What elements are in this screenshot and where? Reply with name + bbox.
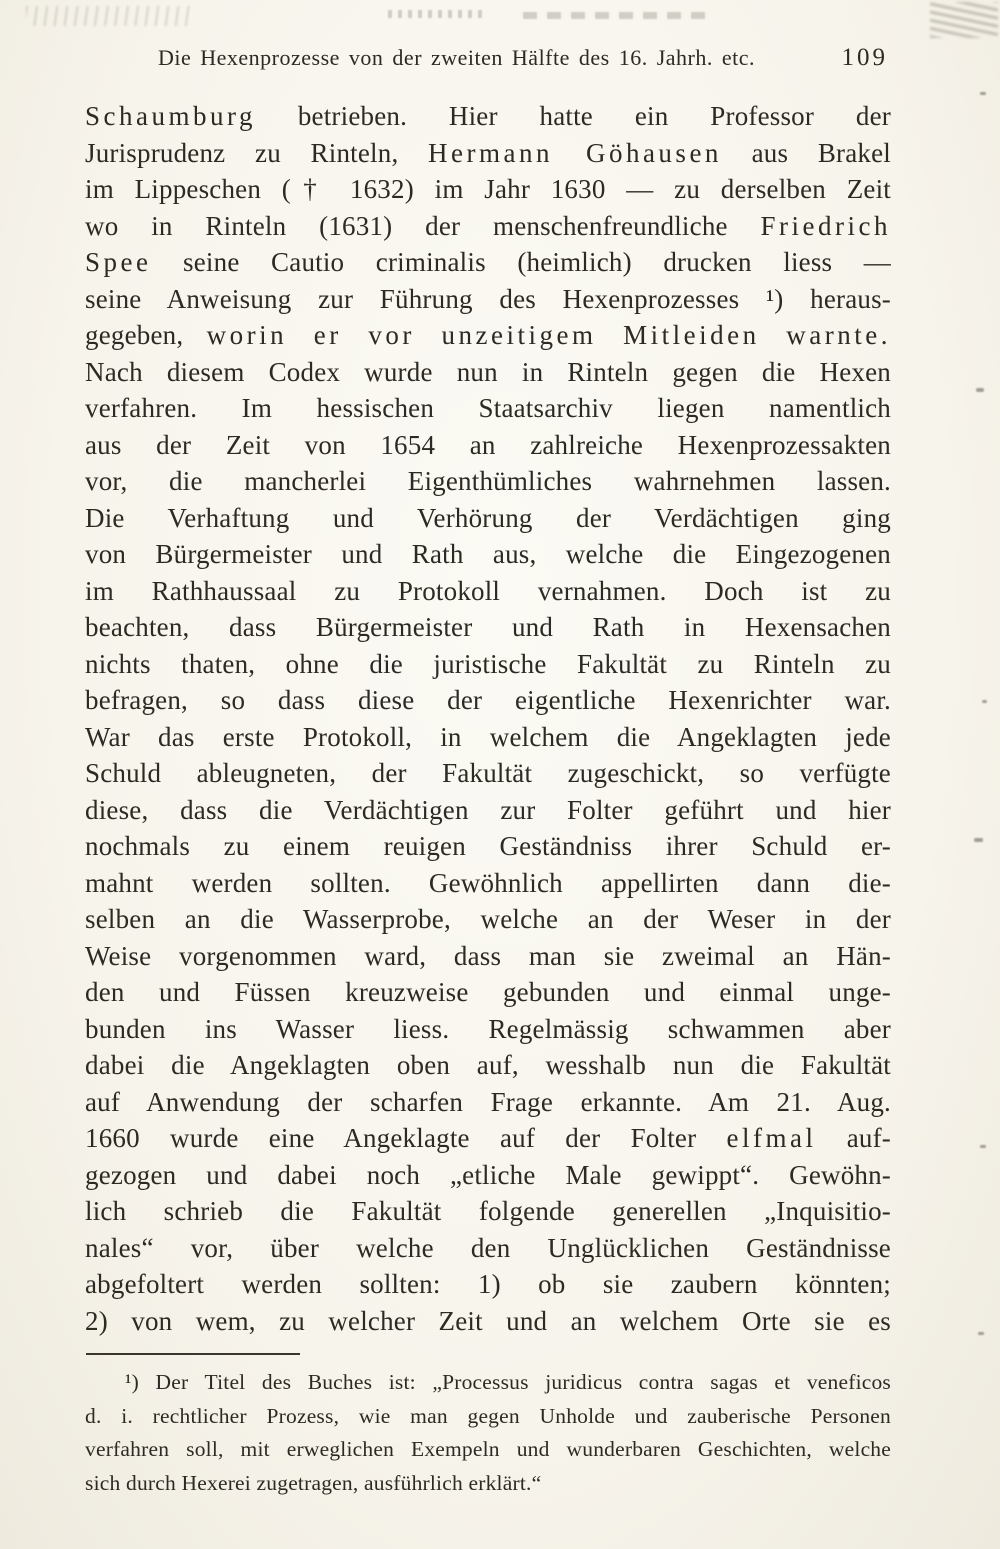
text-line bbox=[85, 390, 891, 427]
text-segment: auf- bbox=[816, 1123, 891, 1153]
text-line bbox=[85, 427, 891, 464]
text-segment: bunden ins Wasser liess. Regelmässig schwammen aber bbox=[85, 1013, 891, 1044]
text-line bbox=[85, 1303, 891, 1340]
text-line bbox=[85, 938, 891, 975]
text-segment: nichts thaten, ohne die juristische Fakultät zu Rinteln zu bbox=[85, 648, 891, 679]
page-number: 109 bbox=[841, 44, 888, 71]
text-segment: im Rathhaussaal zu Protokoll vernahmen. Doch ist zu bbox=[85, 575, 891, 606]
footnote-separator bbox=[86, 1353, 300, 1355]
footnote bbox=[85, 1366, 891, 1500]
text-line bbox=[85, 573, 891, 610]
text-segment: 2) von wem, zu welcher Zeit und an welchem Orte sie es bbox=[85, 1305, 891, 1336]
emphasized-text: Spee bbox=[85, 247, 152, 277]
scan-artifact bbox=[982, 700, 987, 703]
page-header bbox=[158, 44, 888, 72]
footnote-line bbox=[85, 1467, 891, 1501]
text-line bbox=[85, 135, 891, 172]
text-line bbox=[85, 463, 891, 500]
body-text bbox=[85, 98, 891, 1339]
scan-artifact bbox=[930, 2, 998, 38]
text-line bbox=[85, 171, 891, 208]
text-segment: aus Brakel bbox=[721, 137, 891, 168]
text-line bbox=[85, 317, 891, 354]
text-segment: betrieben. Hier hatte ein Professor der bbox=[256, 101, 891, 131]
scan-artifact bbox=[523, 12, 708, 19]
text-line bbox=[85, 865, 891, 902]
emphasized-text: Friedrich bbox=[760, 210, 891, 241]
emphasized-text: worin er vor unzeitigem Mitleiden warnte. bbox=[206, 320, 891, 350]
text-line bbox=[85, 646, 891, 683]
text-line bbox=[85, 901, 891, 938]
text-segment: befragen, so dass diese der eigentliche Hexenrichter war. bbox=[85, 685, 891, 715]
text-segment: Schuld ableugneten, der Fakultät zugeschickt, so verfügte bbox=[85, 758, 891, 788]
text-line bbox=[85, 281, 891, 318]
text-line bbox=[85, 1157, 891, 1194]
text-segment: auf Anwendung der scharfen Frage erkannte. Am 21. Aug. bbox=[85, 1086, 891, 1117]
footnote-line bbox=[85, 1433, 891, 1467]
scan-artifact bbox=[978, 1332, 984, 1335]
text-segment: beachten, dass Bürgermeister und Rath in Hexensachen bbox=[85, 612, 891, 642]
text-segment: vor, die mancherlei Eigenthümliches wahrnehmen lassen. bbox=[85, 466, 891, 496]
emphasized-text: Hermann Göhausen bbox=[428, 137, 722, 168]
text-line bbox=[85, 609, 891, 646]
text-segment: Weise vorgenommen ward, dass man sie zweimal an Hän- bbox=[85, 940, 891, 971]
text-segment: wo in Rinteln (1631) der menschenfreundliche bbox=[85, 210, 761, 241]
text-segment: verfahren soll, mit erweglichen Exempeln und wunderbaren Geschichten, welche bbox=[85, 1437, 891, 1461]
running-title: Die Hexenprozesse von der zweiten Hälfte des 16. Jahrh. etc. bbox=[158, 45, 756, 70]
scan-artifact bbox=[980, 1145, 986, 1148]
text-line bbox=[85, 208, 891, 245]
text-line bbox=[85, 500, 891, 537]
text-line bbox=[85, 719, 891, 756]
scan-artifact bbox=[980, 92, 986, 95]
scan-artifact bbox=[388, 10, 483, 18]
text-line bbox=[85, 1193, 891, 1230]
text-line bbox=[85, 536, 891, 573]
scan-artifact bbox=[974, 838, 983, 842]
emphasized-text: Schaumburg bbox=[85, 101, 256, 131]
text-segment: gezogen und dabei noch „etliche Male gewippt“. Gewöhn- bbox=[85, 1159, 891, 1190]
text-line bbox=[85, 1230, 891, 1267]
footnote-line bbox=[85, 1400, 891, 1434]
scan-artifact bbox=[976, 388, 984, 392]
text-line bbox=[85, 1120, 891, 1157]
text-segment: nales“ vor, über welche den Unglücklichen Geständnisse bbox=[85, 1232, 891, 1263]
text-line bbox=[85, 1266, 891, 1303]
text-segment: Nach diesem Codex wurde nun in Rinteln gegen die Hexen bbox=[85, 356, 891, 387]
text-segment: verfahren. Im hessischen Staatsarchiv liegen namentlich bbox=[85, 393, 891, 423]
text-line bbox=[85, 755, 891, 792]
text-segment: den und Füssen kreuzweise gebunden und einmal unge- bbox=[85, 977, 891, 1007]
text-line bbox=[85, 1047, 891, 1084]
text-segment: seine Cautio criminalis (heimlich) drucken liess — bbox=[151, 247, 891, 277]
text-segment: lich schrieb die Fakultät folgende generellen „Inquisitio- bbox=[85, 1196, 891, 1226]
text-segment: 1660 wurde eine Angeklagte auf der Folter bbox=[85, 1123, 727, 1153]
text-segment: Die Verhaftung und Verhörung der Verdächtigen ging bbox=[85, 502, 891, 533]
text-segment: nochmals zu einem reuigen Geständniss ihrer Schuld er- bbox=[85, 831, 891, 861]
text-segment: d. i. rechtlicher Prozess, wie man gegen Unholde und zauberische Personen bbox=[85, 1403, 891, 1428]
text-segment: im Lippeschen († 1632) im Jahr 1630 — zu derselben Zeit bbox=[85, 174, 891, 204]
text-segment: abgefoltert werden sollten: 1) ob sie zaubern könnten; bbox=[85, 1269, 891, 1299]
text-line bbox=[85, 792, 891, 829]
text-line bbox=[85, 682, 891, 719]
text-segment: mahnt werden sollten. Gewöhnlich appellirten dann die- bbox=[85, 867, 891, 898]
text-segment: sich durch Hexerei zugetragen, ausführlich erklärt.“ bbox=[85, 1470, 542, 1495]
footnote-line bbox=[85, 1366, 891, 1400]
text-segment: War das erste Protokoll, in welchem die Angeklagten jede bbox=[85, 721, 891, 752]
text-line bbox=[85, 1084, 891, 1121]
text-segment: diese, dass die Verdächtigen zur Folter geführt und hier bbox=[85, 794, 891, 825]
text-segment: aus der Zeit von 1654 an zahlreiche Hexenprozessakten bbox=[85, 429, 891, 460]
text-segment: Jurisprudenz zu Rinteln, bbox=[85, 137, 429, 168]
text-line bbox=[85, 974, 891, 1011]
text-line bbox=[85, 1011, 891, 1048]
text-segment: seine Anweisung zur Führung des Hexenprozesses ¹) heraus- bbox=[85, 283, 891, 314]
text-line bbox=[85, 828, 891, 865]
text-segment: von Bürgermeister und Rath aus, welche die Eingezogenen bbox=[85, 539, 891, 569]
emphasized-text: elfmal bbox=[726, 1123, 817, 1153]
scan-artifact bbox=[26, 6, 191, 26]
text-segment: gegeben, bbox=[85, 320, 207, 350]
text-segment: selben an die Wasserprobe, welche an der Weser in der bbox=[85, 904, 891, 934]
text-segment: ¹) Der Titel des Buches ist: „Processus juridicus contra sagas et veneficos bbox=[125, 1370, 891, 1394]
text-line bbox=[85, 244, 891, 281]
text-segment: dabei die Angeklagten oben auf, wesshalb nun die Fakultät bbox=[85, 1050, 891, 1080]
text-line bbox=[85, 98, 891, 135]
text-line bbox=[85, 354, 891, 391]
